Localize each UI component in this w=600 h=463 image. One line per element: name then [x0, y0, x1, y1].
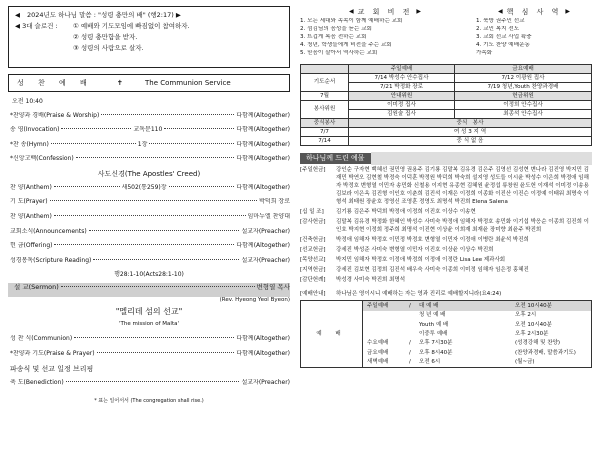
- vision-item: 4. 청년, 학생들에게 비전을 주는 교회: [300, 42, 392, 48]
- order-of-service: [8, 98, 290, 404]
- slogan-item: ① 예배와 기도모임에 빠짐없이 참여하자.: [73, 22, 190, 31]
- cross-icon: ✝: [117, 78, 123, 87]
- bullet-icon: ◀: [15, 11, 20, 19]
- triangle-icon: ▶: [565, 8, 570, 16]
- order-row: 찬 양(Anthem) 새502(통259)장 다함께(Altogether): [10, 183, 290, 191]
- offering-row: [건축헌금] 박정애 임해자 박정호 이민정 박정호 변형열 이민자 이정애 이병란 최윤석 박진희: [300, 236, 529, 243]
- offering-row: [목양선교] 박지민 임해자 박정호 이정애 박정희 이정애 이정란 Lisa Lee 제과사회: [300, 256, 506, 263]
- worship-side-label: 예 배: [301, 301, 363, 368]
- triangle-icon: ▶: [416, 8, 421, 16]
- order-row: *신앙고백(Confession) 다함께(Altogether): [10, 155, 290, 163]
- vision-title: 교 회 비 전: [357, 7, 413, 16]
- vision-item: 2. 섬김님의 음성을 듣는 교회: [300, 26, 372, 32]
- motto-box: [8, 6, 290, 68]
- core-mission: [470, 6, 592, 58]
- bullet-icon: ◀: [15, 22, 23, 31]
- mission-item: 4. 기도 찬양 예배운동: [476, 42, 530, 48]
- right-column: [300, 6, 592, 368]
- offering-header: 하나님께 드린 예물: [300, 152, 592, 165]
- mission-item: 2. 교민 복지 전도: [476, 26, 520, 32]
- duty-table: 주일예배 금요예배 기도순서 7/14 박성수 안수집사 7/12 이광원 집사 7/21 박정화 장로 7/19 청년,Youth 찬양과경배 7월 안내위원 헌금위원 봉사위원 이미정 집사 이정희 안수집사 김원술 집사 최종석 안수집사 중식봉사 중식 봉사 7/7 여 성 3 지 역 7/14 중 식 없 음: [300, 64, 592, 146]
- service-header: [8, 74, 290, 92]
- sermon-row: 설 교(Sermon) 변형열 목사: [8, 283, 290, 297]
- order-row: *찬 송(Hymn) 1장 다함께(Altogether): [10, 140, 290, 148]
- vision-item: 5. 믿음이 살아서 역사하는 교회: [300, 50, 378, 56]
- offering-list: [300, 167, 592, 285]
- worship-line: 이중투 예배 오후 2시30분: [419, 330, 549, 337]
- preacher-name: 변형열 목사: [256, 283, 290, 292]
- standing-note: * 표는 일어서서 (The congregation shall rise.): [94, 397, 204, 404]
- order-row: 헌 금(Offering) 다함께(Altogether): [10, 242, 290, 250]
- bullet-icon: ▶: [175, 11, 181, 19]
- offering-row: [주일헌금] 강인순 구자현 백혜선 권민영 권용주 김기룡 김말복 김유경 김은주 김영선 김성현 변나라 김진영 박지민 김재민 박연오 김현철 박정숙 이덕훈 박정원 박덕희 박숙희 설지영 성도들 이시윤 박성수 이은희 박정애 임해자 박정호 변형열 이민자 송민화 신철용 이지현 유종현 김혜원 윤정섭 류창원 윤도헌 이재석 이미정 이송용 김보라 이은옥 김진형 이인호 이춘희 김진석 이재은 이정희 이종화 이진산 이진슨 이정예 이태워 최명숙 이형석 최태원 장윤호 정영신 조영훈 정영도 최명석 박진희 Elena Salena: [300, 167, 589, 205]
- mission-item: 3. 교회 선교 사업 확충: [476, 34, 532, 40]
- sermon-title-en: 'The mission of Malta': [119, 321, 179, 328]
- worship-line: 청 년 예 배 오후 2시: [419, 312, 537, 319]
- offering-row: [감사헌금] 김말복 김유경 박정화 한혜인 박성수 사미숙 박정애 임해자 박정호 송민화 이기섭 박응순 이종희 김진희 이인호 박지현 이정희 정주희 최명석 이진현 이상윤 이희재 최재윤 장미향 최윤주 박진희: [300, 218, 589, 233]
- order-row: 송 영(Invocation) 교독문110 다함께(Altogether): [10, 126, 290, 134]
- offering-row: [선교헌금] 강세진 박성준 사미숙 변형열 이민자 이진호 이상윤 이상수 박진희: [300, 246, 494, 253]
- scripture-ref: 행28:1-10(Acts28:1-10): [114, 271, 184, 279]
- mission-item: 가속화: [476, 50, 493, 56]
- order-row: 교회소식(Announcements) 설교자(Preacher): [10, 227, 290, 235]
- order-row: *찬양과 기도(Praise & Prayer) 다함께(Altogether): [10, 350, 290, 358]
- sermon-title: "멜리데 섬의 선교": [115, 307, 183, 317]
- worship-line: 금요예배 / 오후 8시40분 (찬양과경배, 말씀과기도): [367, 349, 576, 356]
- creed-line: 사도신경(The Apostles' Creed): [97, 169, 201, 178]
- yearly-verse: ◀ 2024년도 하나님 말씀 : "성령 충만의 배" (행2:17) ▶: [15, 11, 181, 19]
- worship-line: 수요예배 / 오후 7시30분 (성경강해 및 찬양): [367, 340, 560, 347]
- worship-times-table: [300, 300, 592, 368]
- worship-line: Youth 예 배 오전 10시40분: [419, 321, 552, 328]
- church-vision: [300, 6, 470, 58]
- mission-title: 핵 심 사 역: [506, 7, 562, 16]
- offering-row: [감단헌례] 박성경 사미숙 박진희 최명석: [300, 276, 406, 283]
- triangle-icon: ◀: [498, 8, 503, 16]
- order-row: 찬 양(Anthem) 임마누엘 찬양대: [10, 213, 290, 221]
- order-row: 축 도(Benediction) 설교자(Preacher): [10, 379, 290, 387]
- worship-line: 새벽예배 / 오전 6시 (월~금): [367, 359, 535, 366]
- slogan-item: ③ 성령의 사람으로 살자.: [73, 44, 144, 53]
- service-title-en: The Communion Service: [145, 78, 231, 87]
- service-title-kr: 성 찬 예 배: [17, 78, 93, 87]
- mission-item: 1. 북방 권주민 선교: [476, 18, 525, 24]
- left-column: [8, 6, 290, 404]
- service-time: 오전 10:40: [12, 98, 43, 105]
- order-row: 성 찬 식(Communion) 다함께(Altogether): [10, 335, 290, 343]
- slogans: ◀ 3대 슬로건 : ① 예배와 기도모임에 빠짐없이 참여하자. ② 성령 충만함을 받자. ③ 성령의 사람으로 살자.: [15, 22, 190, 53]
- slogan-item: ② 성령 충만함을 받자.: [73, 33, 138, 42]
- order-row: *찬양과 경배(Praise & Worship) 다함께(Altogether): [10, 111, 290, 119]
- order-row: 기 도(Prayer) 박덕희 장로: [10, 198, 290, 206]
- order-row: 성경봉독(Scripture Reading) 설교자(Preacher): [10, 256, 290, 264]
- triangle-icon: ◀: [349, 8, 354, 16]
- offering-row: [십 일 조] 김기룡 김은주 박덕희 박정애 이정희 이진호 이상수 이송현: [300, 208, 476, 215]
- worship-line: 주일예배 / 대 예 배 오전 10시40분: [363, 301, 591, 310]
- offering-row: [지역헌금] 강세진 김보현 김정희 김진석 배우숙 사미숙 이종희 이미정 임해자 임은정 홍혜진: [300, 266, 529, 273]
- preacher-name-en: (Rev. Hyeong Yeol Byeon): [219, 297, 290, 304]
- dispatch-line: 파송식 및 선교 일정 브리핑: [10, 364, 94, 373]
- vision-item: 3. 뜨겁게 복음 전하는 교회: [300, 34, 367, 40]
- worship-guide-header: [예배안내] 하나님은 영이시니 예배하는 자는 영과 진리로 예배할지니라(요4:24): [300, 290, 502, 297]
- vision-item: 1. 모든 세대와 족속이 함께 예배하는 교회: [300, 18, 403, 24]
